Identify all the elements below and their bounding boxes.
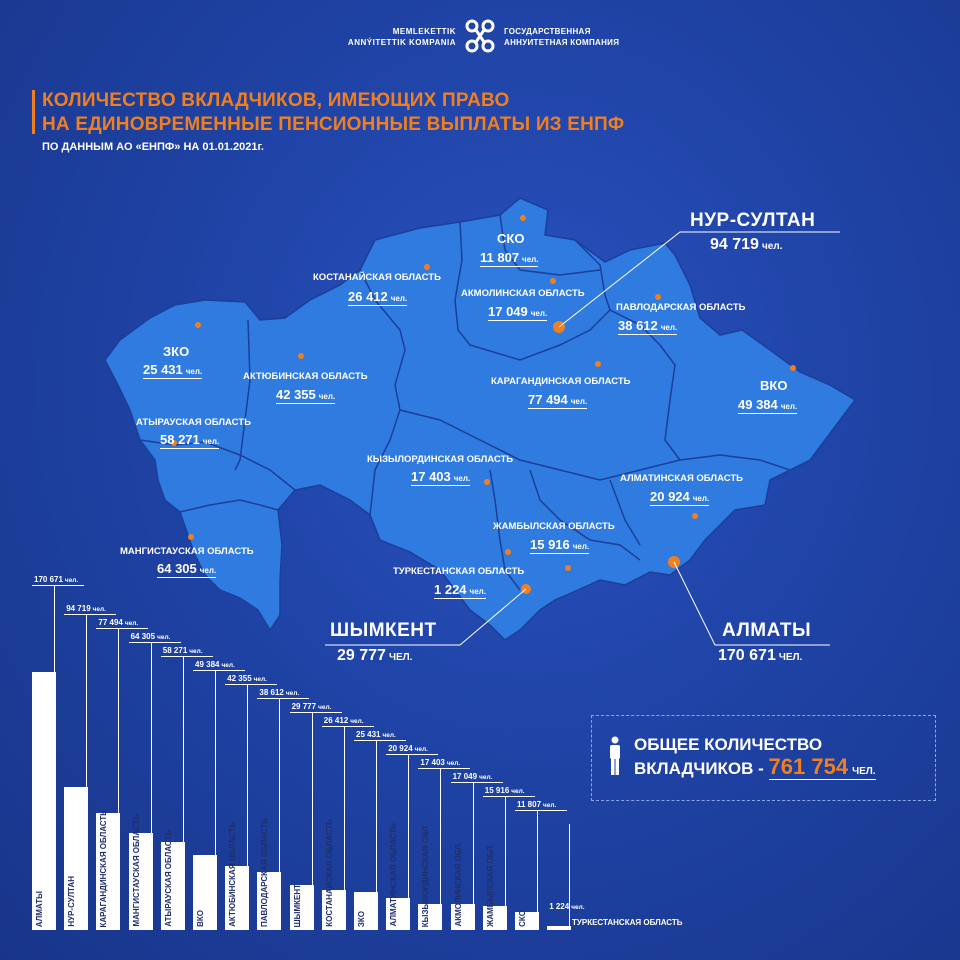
bar-label-5: ВКО — [196, 910, 205, 927]
unit-zhambyl: чел. — [572, 542, 590, 551]
bar-underline-1 — [64, 614, 116, 615]
bar-leader-5 — [215, 670, 216, 855]
bar-value-number-3: 64 305 — [130, 632, 156, 641]
value-kostanay-number: 26 412 — [348, 289, 388, 304]
bar-value-unit-9: чел. — [350, 718, 364, 725]
bar-label-15: СКО — [518, 910, 527, 927]
bar-leader-3 — [151, 642, 152, 833]
marker-almaty-obl — [692, 513, 698, 519]
label-aktobe: АКТЮБИНСКАЯ ОБЛАСТЬ — [243, 371, 368, 382]
bar-value-3 — [131, 632, 171, 641]
bar-value-number-8: 29 777 — [291, 702, 317, 711]
bar-value-unit-3: чел. — [157, 634, 171, 641]
bar-label-10: ЗКО — [357, 910, 366, 927]
bar-value-number-6: 42 355 — [227, 674, 252, 683]
bar-value-13 — [453, 772, 493, 781]
logo-left-line2: ANNÝITETTIK KOMPANIA — [347, 38, 456, 47]
bar-value-unit-7: чел. — [285, 690, 300, 697]
bar-value-number-14: 15 916 — [484, 786, 510, 795]
bar-underline-6 — [225, 684, 277, 685]
unit-karaganda: чел. — [570, 397, 588, 406]
bar-underline-5 — [193, 670, 245, 671]
marker-zhambyl — [565, 565, 571, 571]
value-vko — [738, 397, 797, 414]
value-kostanay — [348, 289, 407, 306]
bar-value-9 — [324, 716, 364, 725]
marker-aktobe — [298, 353, 304, 359]
bar-value-unit-0: чел. — [64, 577, 79, 584]
value-turkestan — [434, 582, 486, 599]
bar-leader-4 — [183, 656, 184, 842]
bar-label-11: АЛМАТИНСКАЯ ОБЛАСТЬ — [389, 823, 399, 927]
bar-value-unit-11: чел. — [414, 746, 428, 753]
page-subtitle: ПО ДАННЫМ АО «ЕНПФ» НА 01.01.2021г. — [42, 141, 264, 153]
total-line2 — [634, 756, 876, 783]
logo-right-line1: ГОСУДАРСТВЕННАЯ — [504, 27, 591, 36]
value-mangystau — [157, 561, 216, 578]
bar-label-3: МАНГИСТАУСКАЯ ОБЛАСТЬ — [131, 814, 141, 927]
bar-value-unit-8: чел. — [318, 704, 332, 711]
bar-value-unit-1: чел. — [92, 606, 106, 613]
person-icon — [608, 736, 622, 776]
bar-label-6: АКТЮБИНСКАЯ ОБЛАСТЬ — [228, 822, 238, 927]
label-vko: ВКО — [760, 378, 788, 393]
value-sko — [480, 250, 538, 267]
bar-underline-3 — [129, 642, 181, 643]
bar-value-unit-2: чел. — [124, 620, 139, 627]
value-akmola — [488, 304, 547, 321]
bar-underline-4 — [161, 656, 213, 657]
bar-value-number-1: 94 719 — [66, 604, 91, 613]
unit-zko: чел. — [185, 367, 203, 376]
bar-value-10 — [356, 730, 396, 739]
total-value — [769, 754, 876, 780]
label-turkestan: ТУРКЕСТАНСКАЯ ОБЛАСТЬ — [393, 566, 525, 577]
value-pavlodar-number: 38 612 — [618, 318, 658, 333]
marker-akmola — [550, 278, 556, 284]
label-nursultan: НУР-СУЛТАН — [690, 210, 816, 231]
unit-kostanay: чел. — [390, 294, 408, 303]
unit-akmola: чел. — [530, 309, 548, 318]
marker-vko — [790, 365, 796, 371]
bar-value-unit-4: чел. — [189, 648, 203, 655]
label-sko: СКО — [497, 231, 525, 246]
unit-almaty-obl: чел. — [692, 494, 710, 503]
label-mangystau: МАНГИСТАУСКАЯ ОБЛАСТЬ — [120, 546, 254, 557]
value-atyrau — [160, 432, 219, 449]
marker-sko — [520, 215, 526, 221]
marker-kostanay — [424, 264, 430, 270]
bar-label-14: ЖАМБЫЛСКАЯ ОБЛ. — [485, 844, 495, 927]
bar-value-unit-12: чел. — [446, 760, 461, 767]
bar-value-number-4: 58 271 — [162, 646, 188, 655]
unit-vko: чел. — [780, 402, 798, 411]
bar-underline-0 — [32, 585, 84, 586]
bar-value-unit-10: чел. — [382, 732, 396, 739]
unit-turkestan: чел. — [469, 587, 486, 596]
value-shymkent — [337, 647, 412, 666]
bar-value-number-7: 38 612 — [259, 688, 284, 697]
unit-aktobe: чел. — [318, 392, 336, 401]
bar-leader-1 — [86, 614, 87, 787]
bar-value-number-2: 77 494 — [98, 618, 123, 627]
bar-value-number-15: 11 807 — [517, 800, 542, 809]
title-line-2: НА ЕДИНОВРЕМЕННЫЕ ПЕНСИОННЫЕ ВЫПЛАТЫ ИЗ ЕНПФ — [42, 114, 625, 135]
value-almaty — [718, 647, 802, 666]
bar-value-5 — [195, 660, 235, 669]
label-kyzylorda: КЫЗЫЛОРДИНСКАЯ ОБЛАСТЬ — [367, 454, 514, 465]
total-unit: ЧЕЛ. — [852, 766, 876, 777]
bar-underline-11 — [386, 754, 438, 755]
total-box — [591, 715, 936, 801]
bar-leader-8 — [312, 712, 313, 885]
bar-value-4 — [163, 646, 203, 655]
value-atyrau-number: 58 271 — [160, 432, 200, 447]
marker-turkestan — [505, 549, 511, 555]
total-line2-label: ВКЛАДЧИКОВ - — [634, 759, 764, 778]
bar-value-unit-16: чел. — [571, 904, 585, 911]
bar-underline-8 — [290, 712, 342, 713]
bar-underline-12 — [418, 768, 470, 769]
value-aktobe — [276, 387, 335, 404]
value-zko-number: 25 431 — [143, 362, 183, 377]
bar-value-7 — [259, 688, 299, 697]
bar-underline-2 — [96, 628, 148, 629]
bar-value-number-5: 49 384 — [195, 660, 220, 669]
bar-value-6 — [227, 674, 267, 683]
bar-value-number-11: 20 924 — [388, 744, 413, 753]
bar-label-1: НУР-СУЛТАН — [67, 876, 77, 927]
bar-label-8: ШЫМКЕНТ — [292, 883, 302, 927]
value-almaty-number: 170 671 — [718, 647, 776, 664]
value-zhambyl — [530, 537, 589, 554]
bar-leader-15 — [537, 810, 538, 912]
bar-underline-13 — [451, 782, 503, 783]
bar-label-9: КОСТАНАЙСКАЯ ОБЛАСТЬ — [324, 819, 334, 927]
bar-label-12: КЫЗЫЛОРДИНСКАЯ ОБЛ — [421, 825, 431, 927]
bar-leader-6 — [247, 684, 248, 866]
value-kyzylorda-number: 17 403 — [411, 469, 451, 484]
value-karaganda — [528, 392, 587, 409]
value-almaty-obl-number: 20 924 — [650, 489, 690, 504]
label-akmola: АКМОЛИНСКАЯ ОБЛАСТЬ — [461, 288, 585, 299]
bar-leader-13 — [473, 782, 474, 904]
bar-underline-9 — [322, 726, 374, 727]
value-karaganda-number: 77 494 — [528, 392, 568, 407]
bar-value-2 — [98, 618, 138, 627]
unit-kyzylorda: чел. — [453, 474, 471, 483]
value-nursultan — [710, 236, 782, 255]
value-nursultan-number: 94 719 — [710, 236, 759, 253]
label-kostanay: КОСТАНАЙСКАЯ ОБЛАСТЬ — [313, 272, 441, 283]
label-atyrau: АТЫРАУСКАЯ ОБЛАСТЬ — [136, 417, 251, 428]
bar-underline-7 — [257, 698, 309, 699]
value-vko-number: 49 384 — [738, 397, 778, 412]
bar-leader-12 — [440, 768, 441, 904]
bar-value-number-12: 17 403 — [420, 758, 445, 767]
value-shymkent-number: 29 777 — [337, 647, 386, 664]
bar-value-0 — [34, 575, 78, 584]
marker-mangystau — [188, 534, 194, 540]
bar-label-0: АЛМАТЫ — [35, 890, 44, 927]
bar-value-1 — [66, 604, 106, 613]
label-shymkent: ШЫМКЕНТ — [330, 620, 437, 641]
label-pavlodar: ПАВЛОДАРСКАЯ ОБЛАСТЬ — [616, 302, 746, 313]
marker-kyzylorda — [484, 479, 490, 485]
unit-almaty: ЧЕЛ. — [778, 652, 803, 663]
bar-value-number-10: 25 431 — [356, 730, 381, 739]
label-almaty-obl: АЛМАТИНСКАЯ ОБЛАСТЬ — [620, 473, 743, 484]
bar-value-12 — [420, 758, 460, 767]
bar-underline-14 — [483, 796, 535, 797]
legend-turkestan-label: ТУРКЕСТАНСКАЯ ОБЛАСТЬ — [572, 918, 683, 927]
bar-leader-2 — [118, 628, 119, 813]
bar-value-16 — [549, 902, 584, 911]
value-akmola-number: 17 049 — [488, 304, 528, 319]
logo-right-line2: АННУИТЕТНАЯ КОМПАНИЯ — [504, 38, 620, 47]
bar-value-number-9: 26 412 — [323, 716, 349, 725]
total-line1: ОБЩЕЕ КОЛИЧЕСТВО — [634, 735, 823, 754]
marker-zko — [195, 322, 201, 328]
unit-mangystau: чел. — [199, 566, 217, 575]
bar-label-7: ПАВЛОДАРСКАЯ ОБЛАСТЬ — [260, 817, 270, 927]
value-sko-number: 11 807 — [480, 250, 520, 265]
unit-sko: чел. — [522, 255, 539, 264]
bar-leader-0 — [54, 585, 55, 672]
label-zhambyl: ЖАМБЫЛСКАЯ ОБЛАСТЬ — [493, 521, 615, 532]
bar-value-unit-5: чел. — [221, 662, 235, 669]
unit-shymkent: ЧЕЛ. — [388, 652, 413, 663]
value-kyzylorda — [411, 469, 470, 486]
total-value-number: 761 754 — [768, 754, 849, 779]
label-almaty: АЛМАТЫ — [722, 620, 812, 641]
bar-leader-14 — [505, 796, 506, 906]
bar-underline-15 — [515, 810, 567, 811]
marker-karaganda — [595, 361, 601, 367]
logo-left-line1: MEMLEKETTIK — [392, 27, 456, 36]
value-turkestan-number: 1 224 — [434, 582, 467, 597]
bar-value-number-0: 170 671 — [34, 575, 63, 584]
bar-value-unit-15: чел. — [543, 802, 557, 809]
title-line-1: КОЛИЧЕСТВО ВКЛАДЧИКОВ, ИМЕЮЩИХ ПРАВО — [42, 90, 510, 111]
bar-label-2: КАРАГАНДИНСКАЯ ОБЛАСТЬ — [99, 809, 109, 927]
value-aktobe-number: 42 355 — [276, 387, 316, 402]
bar-value-number-13: 17 049 — [452, 772, 478, 781]
value-mangystau-number: 64 305 — [157, 561, 197, 576]
unit-pavlodar: чел. — [660, 323, 678, 332]
bar-value-15 — [517, 800, 556, 809]
bar-leader-7 — [279, 698, 280, 872]
marker-pavlodar — [655, 294, 661, 300]
bar-underline-10 — [354, 740, 406, 741]
bar-16 — [547, 926, 571, 930]
value-almaty-obl — [650, 489, 709, 506]
bar-value-unit-6: чел. — [253, 676, 267, 683]
label-karaganda: КАРАГАНДИНСКАЯ ОБЛАСТЬ — [491, 376, 631, 387]
bar-value-8 — [292, 702, 332, 711]
value-pavlodar — [618, 318, 677, 335]
total-text — [634, 734, 876, 783]
bar-leader-9 — [344, 726, 345, 890]
bar-value-14 — [485, 786, 525, 795]
unit-nursultan: чел. — [761, 241, 783, 252]
bar-value-number-16: 1 224 — [549, 902, 570, 911]
bar-label-4: АТЫРАУСКАЯ ОБЛАСТЬ — [163, 830, 173, 927]
bar-label-13: АКМОЛИНСКАЯ ОБЛ. — [453, 842, 463, 927]
label-zko: ЗКО — [163, 344, 190, 359]
bar-value-11 — [388, 744, 428, 753]
bar-value-unit-13: чел. — [479, 774, 493, 781]
value-zhambyl-number: 15 916 — [530, 537, 570, 552]
unit-atyrau: чел. — [202, 437, 220, 446]
bar-leader-10 — [376, 740, 377, 892]
bar-leader-11 — [408, 754, 409, 898]
value-zko — [143, 362, 202, 379]
bar-value-unit-14: чел. — [511, 788, 525, 795]
